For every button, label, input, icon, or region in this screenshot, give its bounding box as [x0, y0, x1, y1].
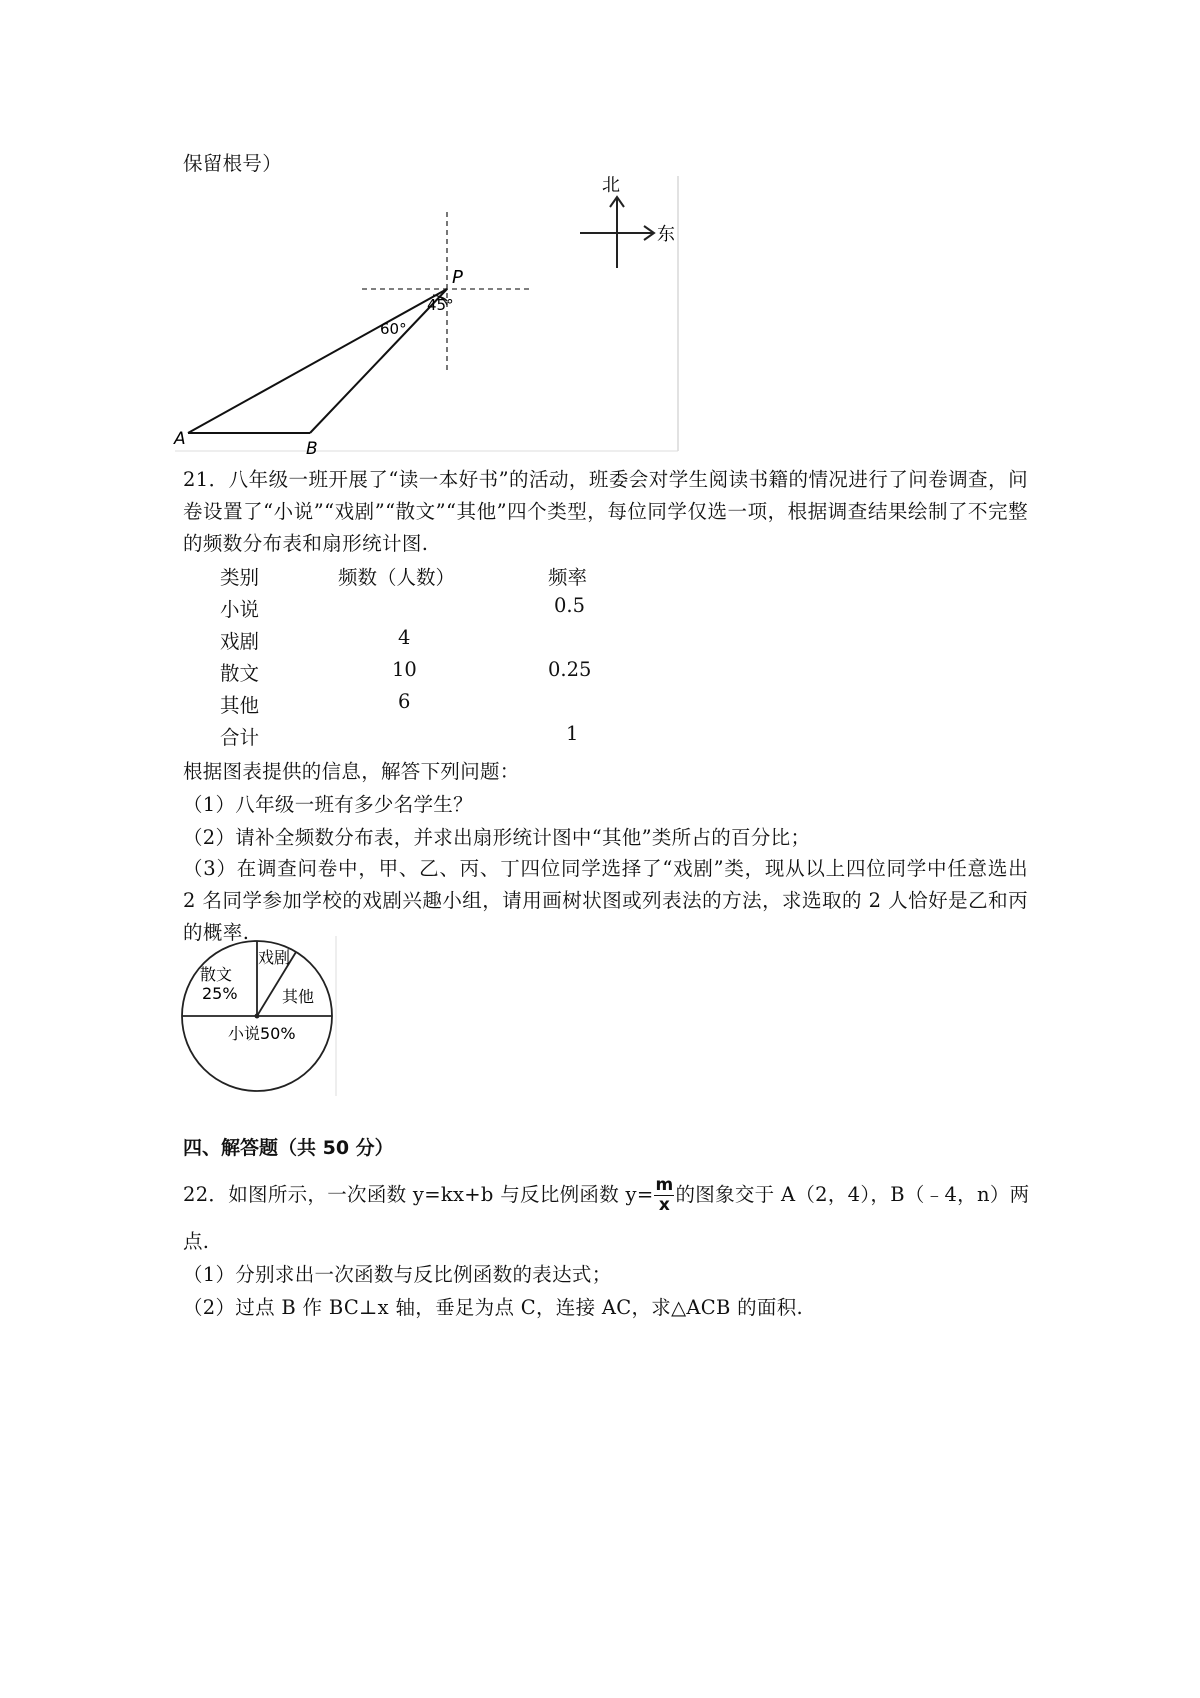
q21-sub3: （3）在调查问卷中，甲、乙、丙、丁四位同学选择了“戏剧”类，现从以上四位同学中任意选出 2 名同学参加学校的戏剧兴趣小组，请用画树状图或列表法的方法，求选取的 2 人恰好是乙和丙的概率.	[183, 857, 1028, 944]
label-angle-45: 45°	[427, 296, 454, 314]
fraction-numerator: m	[655, 1175, 674, 1195]
table-cell-count: 10	[392, 658, 417, 681]
table-cell-freq: 0.25	[548, 658, 592, 681]
q21-sub2: （2）请补全频数分布表，并求出扇形统计图中“其他”类所占的百分比；	[183, 826, 811, 849]
fraction-m-over-x	[654, 1177, 674, 1214]
q21-sub1: （1）八年级一班有多少名学生？	[183, 793, 473, 816]
label-angle-60: 60°	[380, 320, 407, 338]
table-cell-category: 散文	[220, 662, 260, 685]
section-heading: 四、解答题（共 50 分）	[183, 1137, 394, 1159]
segment-pa	[188, 289, 447, 433]
table-cell-category: 合计	[220, 726, 260, 749]
pie-chart	[178, 936, 343, 1098]
table-cell-freq: 1	[566, 722, 579, 745]
table-cell-freq: 0.5	[554, 594, 586, 617]
table-header-count: 频数（人数）	[338, 566, 456, 589]
label-a: A	[174, 429, 186, 449]
label-p: P	[452, 267, 463, 288]
table-header-category: 类别	[220, 566, 260, 589]
slice-label-xiaoshuo: 小说50%	[228, 1024, 296, 1043]
fraction-denominator: x	[658, 1195, 671, 1215]
q22-line2: 点.	[183, 1230, 210, 1253]
table-cell-category: 戏剧	[220, 630, 260, 653]
slice-label-sanwen: 散文	[200, 965, 233, 984]
table-cell-count: 4	[398, 626, 411, 649]
geometry-figure	[170, 176, 690, 456]
slice-label-sanwen-pct: 25%	[202, 984, 238, 1003]
table-header-freq: 频率	[548, 566, 588, 589]
pie-center	[255, 1014, 260, 1019]
label-east: 东	[657, 224, 675, 245]
q21-text: 21．八年级一班开展了“读一本好书”的活动，班委会对学生阅读书籍的情况进行了问卷调查，问卷设置了“小说”“戏剧”“散文”“其他”四个类型，每位同学仅选一项，根据调查结果绘制了不完整的频数分布表和扇形统计图.	[183, 468, 1028, 555]
label-north: 北	[602, 176, 620, 196]
label-b: B	[306, 439, 318, 456]
table-cell-count: 6	[398, 690, 411, 713]
slice-label-qita: 其他	[282, 987, 315, 1006]
text-fragment: 保留根号）	[183, 152, 283, 175]
q22-text-after: 的图象交于 A（2，4），B（﹣4，n）两	[675, 1183, 1030, 1206]
q22-sub1: （1）分别求出一次函数与反比例函数的表达式；	[183, 1263, 612, 1286]
q22-sub2: （2）过点 B 作 BC⊥x 轴，垂足为点 C，连接 AC，求△ACB 的面积.	[183, 1296, 804, 1319]
table-cell-category: 小说	[220, 598, 260, 621]
q21-prompt: 根据图表提供的信息，解答下列问题：	[183, 760, 520, 783]
q22-line1	[183, 1177, 1029, 1214]
q22-text-before: 22．如图所示，一次函数 y=kx+b 与反比例函数 y=	[183, 1183, 654, 1206]
slice-label-xiju: 戏剧	[258, 948, 291, 967]
table-cell-category: 其他	[220, 694, 260, 717]
